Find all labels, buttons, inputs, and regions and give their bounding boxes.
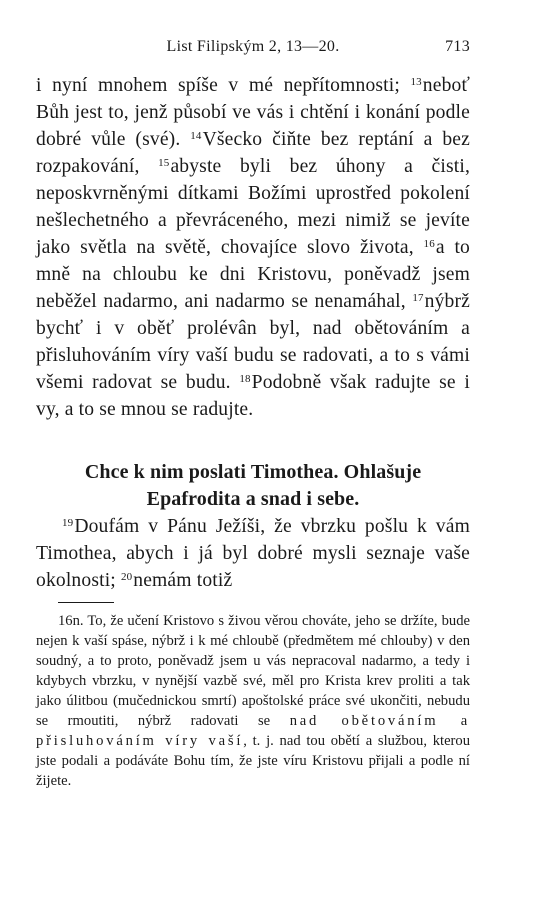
footnote — [36, 611, 470, 791]
emphasized-text: nad obětováním a přisluhováním víry vaší — [36, 713, 470, 749]
text-run: Doufám v Pánu Ježíši, že vbrzku pošlu k vám Timothea, abych i já byl dobré mysli seznaje vaše okolnosti; — [36, 516, 470, 591]
main-text — [36, 72, 470, 594]
verse-number: 13 — [410, 76, 422, 88]
paragraph-verses-12-18 — [36, 72, 470, 423]
text-run: i nyní mnohem spíše v mé nepřítomnosti; — [36, 75, 411, 96]
text-run: nýbrž bychť i v oběť prolévân byl, nad obětováním a přisluhováním víry vaší budu se radovati, a to s vámi všemi radovat se budu. — [36, 291, 470, 393]
verse-number: 20 — [120, 571, 133, 583]
verse-number: 18 — [239, 373, 251, 385]
verse-number: 16 — [423, 238, 435, 250]
section-heading: Chce k nim poslati Timothea. Ohlašuje Epafrodita a snad i sebe. — [84, 461, 422, 510]
text-run: Podobně však radujte se i vy, a to se mnou se radujte. — [36, 372, 470, 420]
book-page — [36, 38, 470, 806]
page-header — [36, 38, 470, 64]
text-run: abyste byli bez úhony a čisti, neposkvrněnými dítkami Božími uprostřed pokolení nešlechetného a převráceného, mezi nimiž se jevíte jako světla na světě, chovajíce slovo života, — [36, 156, 471, 258]
page-number: 713 — [445, 38, 470, 55]
running-head: List Filipským 2, 13—20. — [166, 38, 340, 55]
text-run: 16n. To, že učení Kristovo s živou věrou chováte, jeho se držíte, bude nejen k vaší spáse, nýbrž i k mé chloubě (předmětem mé chlouby) v den soudný, a to proto, poněvadž jsem u vás nepracoval nadarmo, a tedy i kdybych vbrzku, v nynější vazbě své, měl pro Krista krev proliti a tak jako úlitbou (mučednickou smrtí) apoštolské práce své ukončiti, nebudu se rmoutiti, nýbrž radovati se — [36, 613, 470, 729]
footnote-divider — [58, 602, 114, 603]
text-run: a to mně na chloubu ke dni Kristovu, poněvadž jsem neběžel nadarmo, ani nadarmo se nenamáhal, — [36, 237, 471, 312]
verse-number: 15 — [158, 157, 170, 169]
text-run: , t. j. nad tou obětí a službou, kterou jste podali a podáváte Bohu tím, že jste víru Kristovu přijali a podle ní žijete. — [36, 733, 470, 789]
text-run: neboť Bůh jest to, jenž působí ve vás i chtění i konání podle dobré vůle (své). — [36, 75, 470, 150]
text-run: nemám totiž — [133, 570, 233, 591]
paragraph-verses-19-20 — [36, 513, 470, 594]
text-run: Všecko čiňte bez reptání a bez rozpakování, — [36, 129, 471, 177]
verse-number: 14 — [190, 130, 202, 142]
verse-number: 17 — [412, 292, 424, 304]
verse-number: 19 — [62, 517, 74, 529]
